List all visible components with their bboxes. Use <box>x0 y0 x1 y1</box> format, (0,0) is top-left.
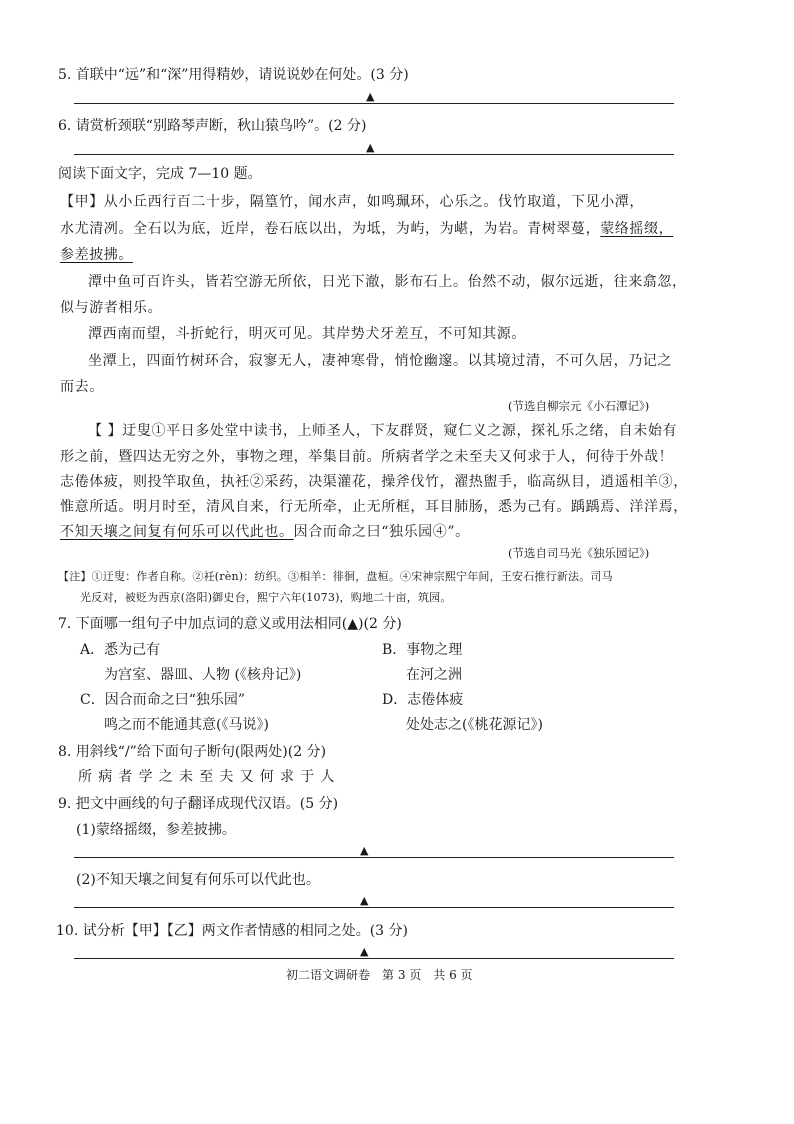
passage-yi-line: 志倦体疲，则投竿取鱼，执衽②采药，决渠灌花，操斧伐竹，濯热盥手，临高纵目，逍遥相羊③， <box>60 474 688 490</box>
answer-line[interactable] <box>74 103 674 104</box>
passage-jia-line: 而去。 <box>60 379 104 395</box>
passage-jia-line <box>60 244 133 264</box>
option-d-line2: 处处志之(《桃花源记》) <box>406 717 543 733</box>
question-8-stem: 8. 用斜线“/”给下面句子断句(限两处)(2 分) <box>58 744 327 760</box>
option-b-line1: B．事物之理 <box>382 642 463 658</box>
passage-jia-line <box>60 218 673 238</box>
passage-jia-line: 坐潭上，四面竹树环合，寂寥无人，凄神寒骨，悄怆幽邃。以其境过清，不可久居，乃记之 <box>88 353 672 369</box>
answer-line[interactable] <box>74 857 674 858</box>
underlined-sentence: 不知天壤之间复有何乐可以代此也。 <box>60 524 294 540</box>
option-d-line1: D．志倦体疲 <box>382 692 464 708</box>
answer-mark: ▲ <box>360 844 369 857</box>
underlined-sentence: 参差披拂。 <box>60 247 133 263</box>
option-a-line2: 为宫室、器皿、人物 (《核舟记》) <box>104 667 302 683</box>
answer-line[interactable] <box>74 907 674 908</box>
answer-line[interactable] <box>74 154 674 155</box>
question-9-sentence-1: (1)蒙络摇缀，参差披拂。 <box>76 822 236 838</box>
answer-line[interactable] <box>74 958 674 959</box>
passage-yi-line: 形之前，暨四达无穷之外，事物之理，举集目前。所病者学之未至夫又何求于人，何待于外哉！ <box>60 449 674 465</box>
passage-yi-line <box>60 521 470 541</box>
question-10: 10. 试分析【甲】【乙】两文作者情感的相同之处。(3 分) <box>56 923 408 939</box>
answer-mark: ▲ <box>360 945 369 958</box>
reading-intro: 阅读下面文字，完成 7—10 题。 <box>58 166 262 182</box>
passage-jia-line: 潭中鱼可百许头，皆若空游无所依，日光下澈，影布石上。佁然不动，俶尔远逝，往来翕忽， <box>88 274 687 290</box>
source-citation: (节选自司马光《独乐园记》) <box>508 546 650 560</box>
passage-yi-text: 因合而命之曰“独乐园④”。 <box>293 524 470 540</box>
annotation-line: 【注】①迂叟：作者自称。②衽(rèn)：纺织。③相羊：徘徊，盘桓。④宋神宗熙宁年间，王安石推行新法。司马 <box>58 570 613 583</box>
passage-jia-line: 潭西南而望，斗折蛇行，明灭可见。其岸势犬牙差互，不可知其源。 <box>88 326 526 342</box>
passage-jia-text: 水尤清冽。全石以为底，近岸，卷石底以出，为坻，为屿，为嵁，为岩。青树翠蔓， <box>60 221 601 237</box>
page-footer: 初二语文调研卷 第 3 页 共 6 页 <box>286 968 473 982</box>
passage-jia-line: 似与游者相乐。 <box>60 300 163 316</box>
passage-jia-line: 【甲】从小丘西行百二十步，隔篁竹，闻水声，如鸣珮环，心乐之。伐竹取道，下见小潭， <box>60 194 644 210</box>
sentence-to-punctuate: 所病者学之未至夫又何求于人 <box>78 769 341 785</box>
passage-yi-line: 惟意所适。明月时至，清风自来，行无所牵，止无所框，耳目肺肠，悉为己有。踽踽焉、洋洋焉， <box>60 499 688 515</box>
answer-mark: ▲ <box>360 894 369 907</box>
question-9-sentence-2: (2)不知天壤之间复有何乐可以代此也。 <box>76 872 320 888</box>
question-7-stem: 7. 下面哪一组句子中加点词的意义或用法相同(▲)(2 分) <box>58 616 402 632</box>
option-b-line2: 在河之洲 <box>406 667 462 683</box>
question-6: 6. 请赏析颈联“别路琴声断，秋山猿鸟吟”。(2 分) <box>58 118 367 134</box>
source-citation: (节选自柳宗元《小石潭记》) <box>508 399 650 413</box>
option-a-line1: A．悉为己有 <box>80 642 161 658</box>
question-9-stem: 9. 把文中画线的句子翻译成现代汉语。(5 分) <box>58 796 339 812</box>
question-5: 5. 首联中“远”和“深”用得精妙，请说说妙在何处。(3 分) <box>58 67 409 83</box>
answer-mark: ▲ <box>366 141 375 154</box>
option-c-line2: 鸣之而不能通其意(《马说》) <box>104 717 269 733</box>
underlined-sentence: 蒙络摇缀， <box>600 221 674 237</box>
answer-mark: ▲ <box>366 90 375 103</box>
passage-yi-line: 【 】迂叟①平日多处堂中读书，上师圣人，下友群贤，窥仁义之源，探礼乐之绪，自未始有 <box>88 423 678 439</box>
annotation-line: 光反对，被贬为西京(洛阳)御史台，熙宁六年(1073)，购地二十亩，筑园。 <box>80 591 452 604</box>
option-c-line1: C．因合而命之曰“独乐园” <box>80 692 246 708</box>
